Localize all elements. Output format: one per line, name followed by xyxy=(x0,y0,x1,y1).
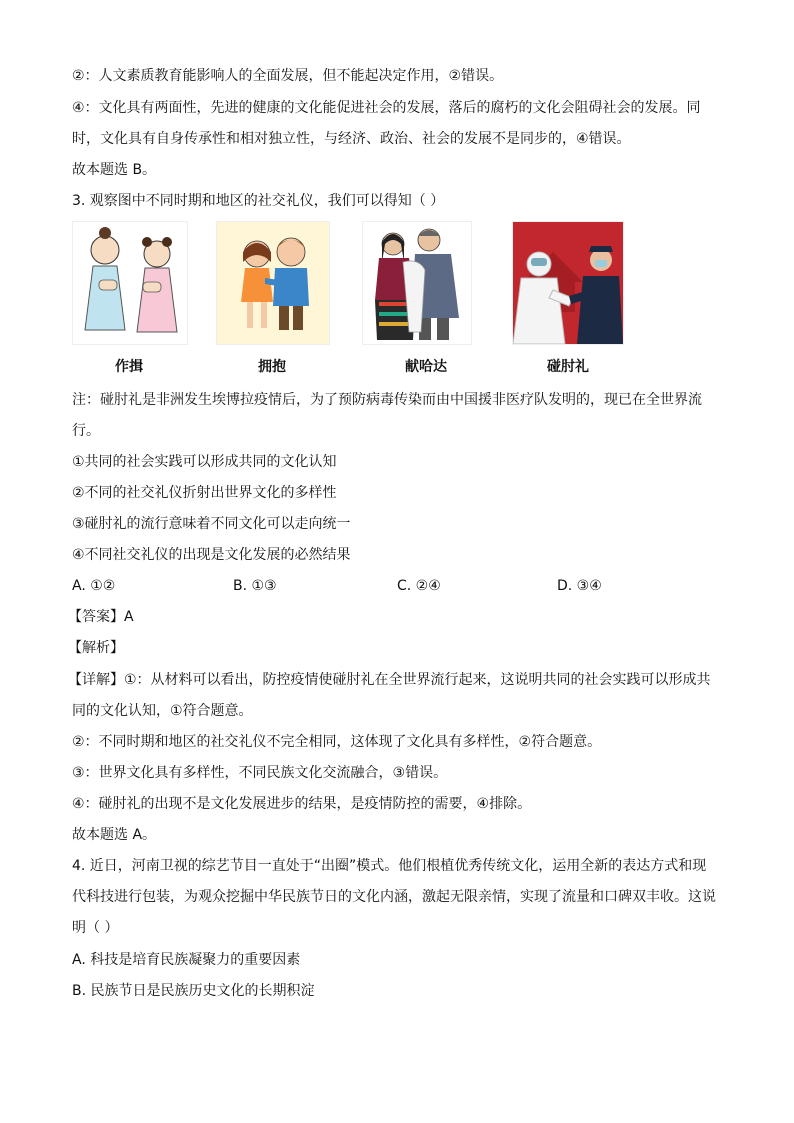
detail-line: ②：不同时期和地区的社交礼仪不完全相同，这体现了文化具有多样性，②符合题意。 xyxy=(72,734,602,750)
note-line: 行。 xyxy=(72,423,100,439)
detail-line: 【详解】①：从材料可以看出，防控疫情使碰肘礼在全世界流行起来，这说明共同的社会实践可以形成共 xyxy=(68,672,711,688)
caption-elbow-bump: 碰肘礼 xyxy=(547,359,589,375)
caption-khata: 献哈达 xyxy=(405,359,447,375)
analysis-label: 【解析】 xyxy=(68,640,124,656)
question-stem: 3. 观察图中不同时期和地区的社交礼仪，我们可以得知（ ） xyxy=(72,193,445,209)
question-stem: 4. 近日，河南卫视的综艺节目一直处于“出圈”模式。他们根植优秀传统文化，运用全新的表达方式和现 xyxy=(72,858,707,874)
question-stem: 代科技进行包装，为观众挖掘中华民族节日的文化内涵，激起无限亲情，实现了流量和口碑双丰收。这说 xyxy=(72,889,716,905)
question-stem: 明（ ） xyxy=(72,920,119,936)
detail-line: ④：碰肘礼的出现不是文化发展进步的结果，是疫情防控的需要，④排除。 xyxy=(72,796,532,812)
note-line: 注：碰肘礼是非洲发生埃博拉疫情后，为了预防病毒传染而由中国援非医疗队发明的，现已在全世界流 xyxy=(72,392,702,408)
text-line: 时，文化具有自身传承性和相对独立性，与经济、政治、社会的发展不是同步的，④错误。 xyxy=(72,131,631,147)
text-line: ②：人文素质教育能影响人的全面发展，但不能起决定作用，②错误。 xyxy=(72,68,504,84)
statement-3: ③碰肘礼的流行意味着不同文化可以走向统一 xyxy=(72,516,351,532)
option-a: A. 科技是培育民族凝聚力的重要因素 xyxy=(72,952,301,968)
option-d: D. ③④ xyxy=(557,578,602,594)
text-line: 故本题选 B。 xyxy=(72,162,157,178)
detail-line: 故本题选 A。 xyxy=(72,827,157,843)
caption-hugging: 拥抱 xyxy=(258,359,286,375)
answer-label: 【答案】A xyxy=(68,609,134,625)
statement-4: ④不同社交礼仪的出现是文化发展的必然结果 xyxy=(72,547,351,563)
option-b: B. 民族节日是民族历史文化的长期积淀 xyxy=(72,983,315,999)
illustration-bowing xyxy=(72,221,188,345)
caption-bowing: 作揖 xyxy=(115,359,143,375)
detail-line: 同的文化认知，①符合题意。 xyxy=(72,703,253,719)
detail-line: ③：世界文化具有多样性，不同民族文化交流融合，③错误。 xyxy=(72,765,448,781)
illustration-hugging xyxy=(216,221,330,345)
statement-1: ①共同的社会实践可以形成共同的文化认知 xyxy=(72,454,337,470)
illustration-elbow-bump xyxy=(512,221,624,345)
illustration-khata xyxy=(362,221,472,345)
option-a: A. ①② xyxy=(72,578,116,594)
text-line: ④：文化具有两面性，先进的健康的文化能促进社会的发展，落后的腐朽的文化会阻碍社会的发展。同 xyxy=(72,100,701,116)
option-b: B. ①③ xyxy=(233,578,277,594)
option-c: C. ②④ xyxy=(397,578,441,594)
statement-2: ②不同的社交礼仪折射出世界文化的多样性 xyxy=(72,485,337,501)
